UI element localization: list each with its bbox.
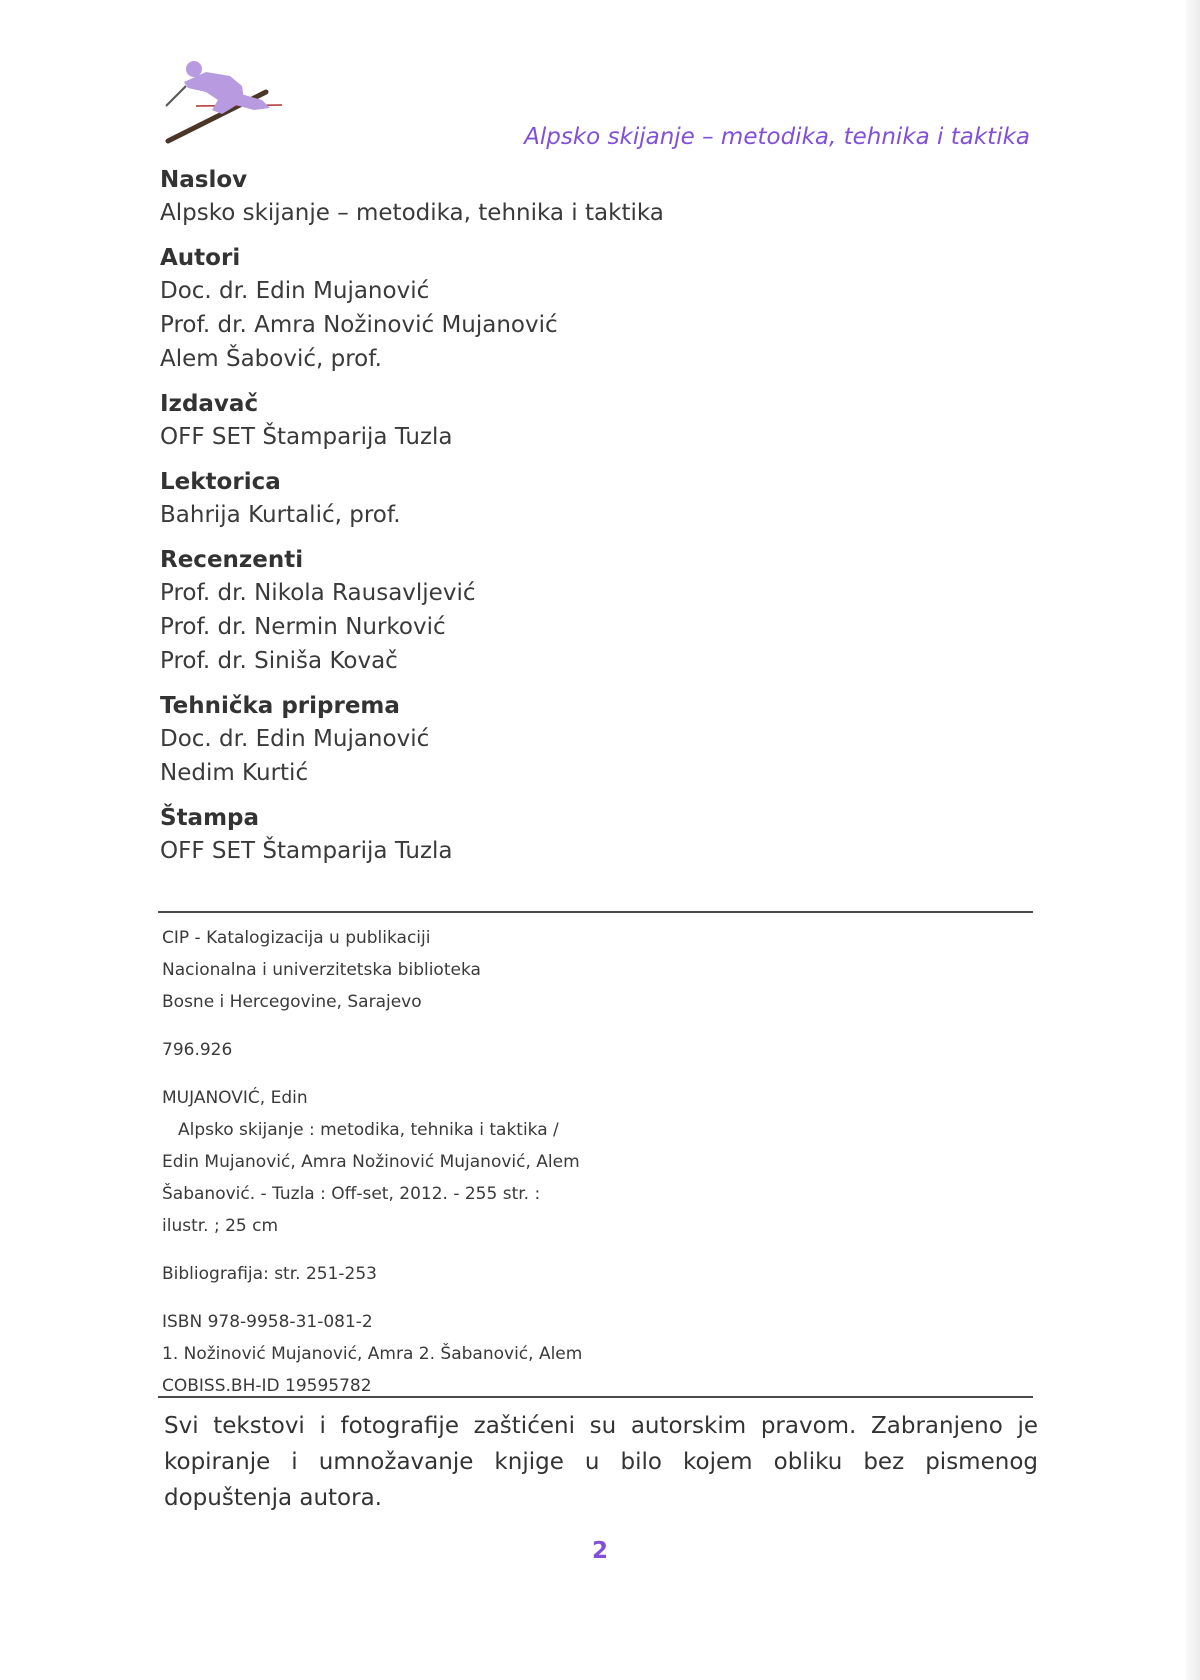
cip-bottom-divider <box>158 1396 1033 1398</box>
copyright-notice: Svi tekstovi i fotografije zaštićeni su autorskim pravom. Zabranjeno je kopiranje i umnožavanje knjige u bilo kojem obliku bez pismenog dopuštenja autora. <box>164 1413 1038 1511</box>
book-title-text: Alpsko skijanje – metodika, tehnika i taktika <box>160 200 664 226</box>
cip-description-line: ilustr. ; 25 cm <box>162 1216 279 1236</box>
section-technical-prep <box>160 690 1060 790</box>
section-heading: Izdavač <box>160 391 259 417</box>
section-heading: Naslov <box>160 167 248 193</box>
cip-header-line: CIP - Katalogizacija u publikaciji <box>162 928 431 948</box>
running-header-title: Alpsko skijanje – metodika, tehnika i taktika <box>524 124 1030 150</box>
section-heading: Autori <box>160 245 241 271</box>
cip-cobiss-id: COBISS.BH-ID 19595782 <box>162 1376 372 1396</box>
section-heading: Recenzenti <box>160 547 304 573</box>
cip-udc: 796.926 <box>162 1040 233 1060</box>
cip-record <box>162 922 762 1402</box>
technical-prep-name: Nedim Kurtić <box>160 760 309 786</box>
section-reviewers <box>160 544 1060 678</box>
imprint-sections <box>160 164 1060 880</box>
cip-top-divider <box>158 911 1033 913</box>
section-heading: Tehnička priprema <box>160 693 400 719</box>
section-publisher <box>160 388 1060 454</box>
cip-description-line: Edin Mujanović, Amra Nožinović Mujanović, Alem <box>162 1152 580 1172</box>
section-title <box>160 164 1060 230</box>
page-edge <box>1186 0 1200 1680</box>
reviewer-name: Prof. dr. Nermin Nurković <box>160 614 446 640</box>
author-name: Prof. dr. Amra Nožinović Mujanović <box>160 312 558 338</box>
author-name: Doc. dr. Edin Mujanović <box>160 278 430 304</box>
page-number: 2 <box>591 1538 608 1564</box>
publisher-name: OFF SET Štamparija Tuzla <box>160 424 453 450</box>
skier-icon <box>158 56 298 156</box>
cip-description-line: Šabanović. - Tuzla : Off-set, 2012. - 255 str. : <box>162 1184 541 1204</box>
section-proofreader <box>160 466 1060 532</box>
printer-name: OFF SET Štamparija Tuzla <box>160 838 453 864</box>
author-name: Alem Šabović, prof. <box>160 346 382 372</box>
section-printing <box>160 802 1060 868</box>
cip-bibliography: Bibliografija: str. 251-253 <box>162 1264 377 1284</box>
cip-author-entry: MUJANOVIĆ, Edin <box>162 1088 308 1108</box>
section-authors <box>160 242 1060 376</box>
section-heading: Štampa <box>160 805 260 831</box>
cip-isbn: ISBN 978-9958-31-081-2 <box>162 1312 373 1332</box>
reviewer-name: Prof. dr. Siniša Kovač <box>160 648 398 674</box>
cip-subjects: 1. Nožinović Mujanović, Amra 2. Šabanović, Alem <box>162 1344 583 1364</box>
technical-prep-name: Doc. dr. Edin Mujanović <box>160 726 430 752</box>
cip-header-line: Nacionalna i univerzitetska biblioteka <box>162 960 481 980</box>
reviewer-name: Prof. dr. Nikola Rausavljević <box>160 580 476 606</box>
proofreader-name: Bahrija Kurtalić, prof. <box>160 502 401 528</box>
cip-description-line: Alpsko skijanje : metodika, tehnika i taktika / <box>178 1120 559 1140</box>
section-heading: Lektorica <box>160 469 281 495</box>
cip-header-line: Bosne i Hercegovine, Sarajevo <box>162 992 422 1012</box>
